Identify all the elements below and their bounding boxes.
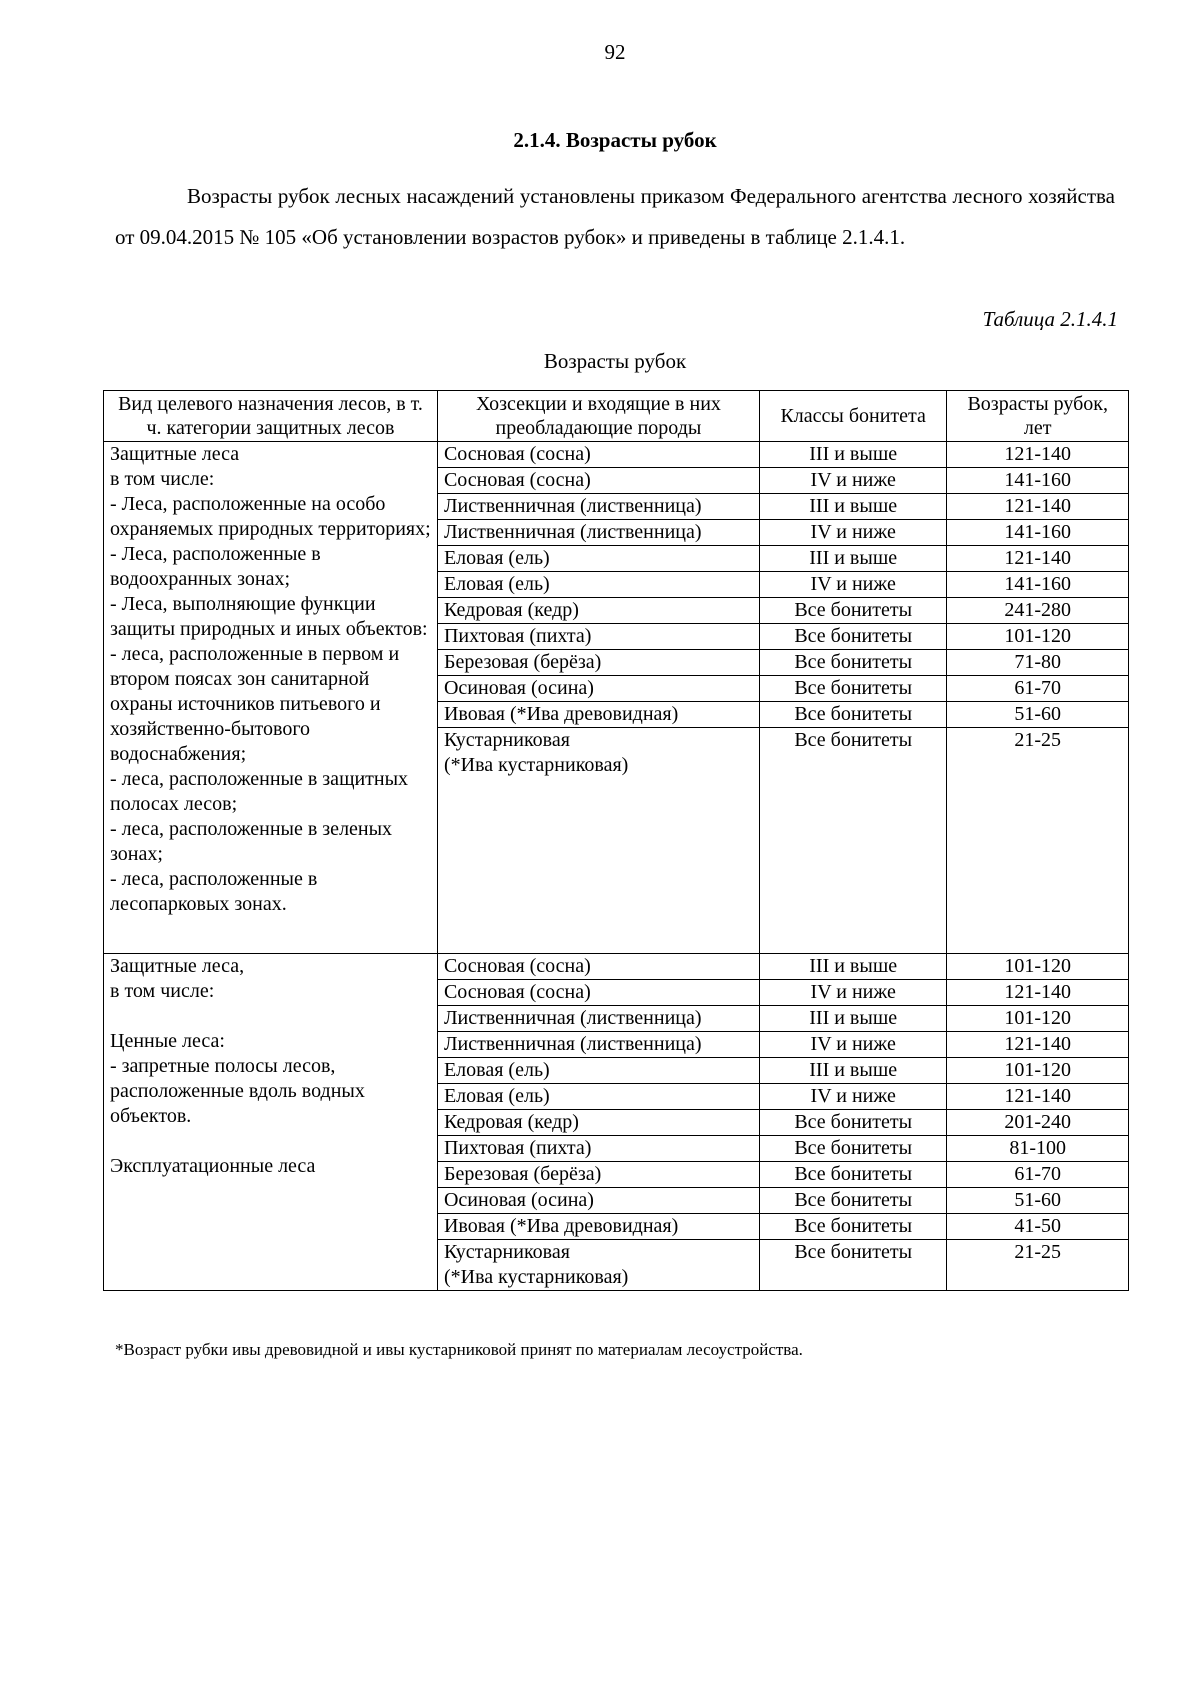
breed-name: Ивовая (*Ива древовидная)	[443, 1215, 679, 1237]
category-line: - Леса, расположенные в водоохранных зонах;	[110, 543, 321, 590]
cutting-age-cell: 51-60	[947, 702, 1129, 728]
breed-cell	[437, 442, 759, 468]
cutting-age-cell: 101-120	[947, 954, 1129, 980]
breed-cell	[437, 1058, 759, 1084]
breed-name: Березовая (берёза)	[443, 651, 602, 673]
breed-cell	[437, 494, 759, 520]
site-class-cell: Все бонитеты	[759, 624, 947, 650]
table-row	[104, 954, 1129, 980]
breed-cell	[437, 1136, 759, 1162]
site-class-cell: IV и ниже	[759, 572, 947, 598]
breed-name: Березовая (берёза)	[443, 1163, 602, 1185]
breed-name-line2: (*Ива кустарниковая)	[443, 1266, 629, 1288]
cutting-age-cell: 71-80	[947, 650, 1129, 676]
breed-cell	[437, 676, 759, 702]
site-class-cell: III и выше	[759, 1006, 947, 1032]
cutting-age-cell: 121-140	[947, 1032, 1129, 1058]
breed-name: Пихтовая (пихта)	[443, 1137, 592, 1159]
breed-name: Еловая (ель)	[443, 1085, 550, 1107]
site-class-cell: Все бонитеты	[759, 1214, 947, 1240]
section-heading: 2.1.4. Возрасты рубок	[513, 128, 717, 152]
cutting-age-cell: 81-100	[947, 1136, 1129, 1162]
breed-cell	[437, 1240, 759, 1291]
category-line: - запретные полосы лесов, расположенные вдоль водных объектов.	[110, 1055, 365, 1127]
cutting-age-cell: 121-140	[947, 980, 1129, 1006]
breed-cell	[437, 520, 759, 546]
breed-name: Пихтовая (пихта)	[443, 625, 592, 647]
breed-name: Еловая (ель)	[443, 573, 550, 595]
site-class-cell: Все бонитеты	[759, 1136, 947, 1162]
page-number: 92	[604, 40, 626, 64]
table-header-row	[104, 391, 1129, 442]
breed-name: Кедровая (кедр)	[443, 599, 579, 621]
header-category: Вид целевого назначения лесов, в т. ч. категории защитных лесов	[104, 391, 438, 442]
cutting-age-cell: 121-140	[947, 1084, 1129, 1110]
forest-category-cell	[104, 954, 438, 1291]
cutting-age-cell: 41-50	[947, 1214, 1129, 1240]
category-line: Защитные леса,	[110, 955, 245, 977]
cutting-age-cell: 61-70	[947, 1162, 1129, 1188]
breed-name: Еловая (ель)	[443, 547, 550, 569]
breed-name: Сосновая (сосна)	[443, 981, 591, 1003]
category-line: в том числе:	[110, 468, 215, 490]
breed-cell	[437, 980, 759, 1006]
site-class-cell: IV и ниже	[759, 468, 947, 494]
intro-paragraph: Возрасты рубок лесных насаждений установлены приказом Федерального агентства лесного хозяйства от 09.04.2015 № 105 «Об установлении возрастов рубок» и приведены в таблице 2.1.4.1.	[115, 184, 1115, 249]
breed-name: Сосновая (сосна)	[443, 955, 591, 977]
site-class-cell: Все бонитеты	[759, 1240, 947, 1291]
header-age: Возрасты рубок, лет	[947, 391, 1129, 442]
cutting-age-cell: 241-280	[947, 598, 1129, 624]
breed-cell	[437, 598, 759, 624]
category-line: - леса, расположенные в зеленых зонах;	[110, 818, 393, 865]
breed-name: Кедровая (кедр)	[443, 1111, 579, 1133]
cutting-age-cell: 141-160	[947, 520, 1129, 546]
category-line: - леса, расположенные в лесопарковых зонах.	[110, 868, 318, 915]
site-class-cell: IV и ниже	[759, 520, 947, 546]
category-line: - Леса, выполняющие функции защиты природных и иных объектов:	[110, 593, 428, 640]
breed-cell	[437, 572, 759, 598]
category-line: - леса, расположенные в первом и втором поясах зон санитарной охраны источников питьевого и хозяйственно-бытового водоснабжения;	[110, 643, 400, 765]
breed-name: Ивовая (*Ива древовидная)	[443, 703, 679, 725]
breed-cell	[437, 728, 759, 954]
table-title: Возрасты рубок	[543, 349, 687, 373]
breed-cell	[437, 954, 759, 980]
breed-name: Еловая (ель)	[443, 1059, 550, 1081]
site-class-cell: Все бонитеты	[759, 702, 947, 728]
breed-name: Кустарниковая	[443, 1241, 570, 1263]
breed-name: Сосновая (сосна)	[443, 443, 591, 465]
cutting-age-cell: 121-140	[947, 546, 1129, 572]
site-class-cell: Все бонитеты	[759, 598, 947, 624]
category-line: в том числе:	[110, 980, 215, 1002]
table-label: Таблица 2.1.4.1	[982, 307, 1118, 331]
site-class-cell: III и выше	[759, 442, 947, 468]
breed-name: Лиственничная (лиственница)	[443, 1007, 702, 1029]
cutting-age-cell: 101-120	[947, 624, 1129, 650]
breed-name: Осиновая (осина)	[443, 677, 594, 699]
site-class-cell: III и выше	[759, 954, 947, 980]
site-class-cell: Все бонитеты	[759, 1162, 947, 1188]
site-class-cell: Все бонитеты	[759, 650, 947, 676]
site-class-cell: IV и ниже	[759, 980, 947, 1006]
cutting-age-cell: 101-120	[947, 1058, 1129, 1084]
breed-cell	[437, 1032, 759, 1058]
site-class-cell: Все бонитеты	[759, 1188, 947, 1214]
breed-cell	[437, 650, 759, 676]
breed-name: Лиственничная (лиственница)	[443, 495, 702, 517]
cutting-ages-table	[103, 390, 1129, 1291]
breed-cell	[437, 1084, 759, 1110]
cutting-age-cell: 121-140	[947, 494, 1129, 520]
site-class-cell: Все бонитеты	[759, 1110, 947, 1136]
cutting-age-cell: 21-25	[947, 728, 1129, 954]
breed-name: Лиственничная (лиственница)	[443, 521, 702, 543]
table-row	[104, 442, 1129, 468]
cutting-age-cell: 141-160	[947, 572, 1129, 598]
breed-name: Кустарниковая	[443, 729, 570, 751]
category-line	[110, 1004, 431, 1029]
breed-cell	[437, 1188, 759, 1214]
cutting-age-cell: 121-140	[947, 442, 1129, 468]
breed-cell	[437, 468, 759, 494]
site-class-cell: III и выше	[759, 494, 947, 520]
site-class-cell: IV и ниже	[759, 1084, 947, 1110]
site-class-cell: Все бонитеты	[759, 728, 947, 954]
table-body	[104, 442, 1129, 1291]
forest-category-cell	[104, 442, 438, 954]
cutting-age-cell: 51-60	[947, 1188, 1129, 1214]
header-section: Хозсекции и входящие в них преобладающие породы	[437, 391, 759, 442]
site-class-cell: Все бонитеты	[759, 676, 947, 702]
breed-name-line2: (*Ива кустарниковая)	[443, 754, 629, 776]
breed-cell	[437, 546, 759, 572]
category-line: Эксплуатационные леса	[110, 1155, 316, 1177]
header-class: Классы бонитета	[759, 391, 947, 442]
breed-cell	[437, 702, 759, 728]
category-line: - Леса, расположенные на особо охраняемых природных территориях;	[110, 493, 431, 540]
cutting-age-cell: 61-70	[947, 676, 1129, 702]
category-line: Ценные леса:	[110, 1030, 225, 1052]
breed-cell	[437, 624, 759, 650]
breed-cell	[437, 1006, 759, 1032]
category-line	[110, 1129, 431, 1154]
cutting-age-cell: 21-25	[947, 1240, 1129, 1291]
breed-cell	[437, 1110, 759, 1136]
cutting-age-cell: 201-240	[947, 1110, 1129, 1136]
cutting-age-cell: 141-160	[947, 468, 1129, 494]
cutting-age-cell: 101-120	[947, 1006, 1129, 1032]
breed-cell	[437, 1162, 759, 1188]
breed-name: Лиственничная (лиственница)	[443, 1033, 702, 1055]
site-class-cell: III и выше	[759, 546, 947, 572]
site-class-cell: IV и ниже	[759, 1032, 947, 1058]
breed-cell	[437, 1214, 759, 1240]
breed-name: Сосновая (сосна)	[443, 469, 591, 491]
category-line: Защитные леса	[110, 443, 240, 465]
breed-name: Осиновая (осина)	[443, 1189, 594, 1211]
category-line: - леса, расположенные в защитных полосах лесов;	[110, 768, 409, 815]
footnote: *Возраст рубки ивы древовидной и ивы кустарниковой принят по материалам лесоустройства.	[115, 1340, 803, 1359]
site-class-cell: III и выше	[759, 1058, 947, 1084]
